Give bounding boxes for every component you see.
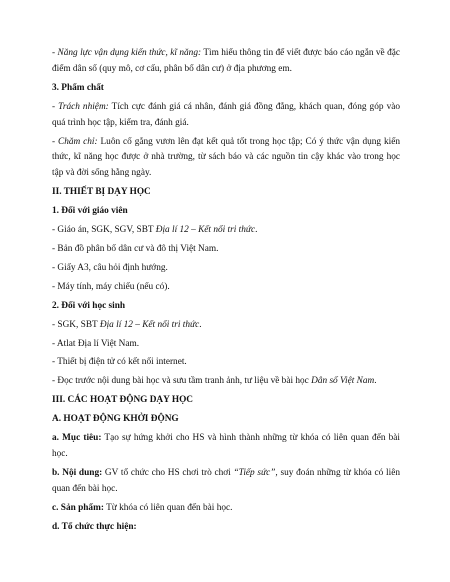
list-item-hs1	[52, 318, 400, 334]
heading-hoatdong: III. CÁC HOẠT ĐỘNG DẠY HỌC	[52, 395, 194, 406]
list-item-gv1	[52, 223, 400, 239]
heading-tochuc: d. Tổ chức thực hiện:	[52, 521, 137, 532]
paragraph-trachnhiem	[52, 100, 400, 132]
paragraph-lead: b. Nội dung:	[52, 467, 103, 478]
item-italic: Địa lí 12 – Kết nối tri thức	[99, 319, 200, 330]
list-item-gv4: - Máy tính, máy chiếu (nếu có).	[52, 281, 170, 292]
paragraph-text: Từ khóa có liên quan đến bài học.	[103, 502, 233, 513]
paragraph-noidung	[52, 466, 400, 498]
item-italic: Dân số Việt Nam	[311, 376, 375, 387]
item-text: - Giáo án, SGK, SGV, SBT	[52, 225, 156, 236]
paragraph-nangluc	[52, 46, 400, 78]
item-end: .	[199, 319, 202, 330]
paragraph-lead: - Trách nhiệm:	[52, 101, 109, 112]
item-end: .	[255, 225, 258, 236]
paragraph-text: Luôn cố gắng vươn lên đạt kết quả tốt trong học tập; Có ý thức vận dụng kiến thức, kĩ năng học được ở nhà trường, từ sách báo và các nguồn tin cậy khác vào trong học tập và đời sống hằng ngày.	[52, 136, 400, 179]
heading-khoidong: A. HOẠT ĐỘNG KHỞI ĐỘNG	[52, 414, 179, 425]
heading-phamchat: 3. Phẩm chất	[52, 82, 104, 93]
paragraph-sanpham	[52, 501, 400, 517]
paragraph-text: Tạo sự hứng khởi cho HS và hình thành những từ khóa có liên quan đến bài học.	[52, 433, 400, 459]
paragraph-lead: - Năng lực vận dụng kiến thức, kĩ năng:	[52, 48, 202, 58]
list-item-hs2: - Atlat Địa lí Việt Nam.	[52, 338, 140, 349]
heading-thietbi: II. THIẾT BỊ DẠY HỌC	[52, 187, 151, 198]
list-item-gv3: - Giấy A3, câu hỏi định hướng.	[52, 262, 168, 273]
heading-giaovien: 1. Đối với giáo viên	[52, 206, 128, 217]
list-item-hs3: - Thiết bị điện tử có kết nối internet.	[52, 357, 187, 368]
paragraph-lead: - Chăm chỉ:	[52, 136, 98, 147]
paragraph-lead: c. Sản phẩm:	[52, 502, 104, 513]
document-page	[52, 46, 400, 538]
item-text: - Đọc trước nội dung bài học và sưu tầm tranh ảnh, tư liệu về bài học	[52, 376, 312, 387]
paragraph-end: , suy đoán những từ khóa có liên quan đến bài học.	[52, 467, 400, 494]
paragraph-text: GV tổ chức cho HS chơi trò chơi	[102, 467, 234, 478]
list-item-gv2: - Bản đồ phân bố dân cư và đô thị Việt Nam.	[52, 243, 219, 254]
item-text: - SGK, SBT	[52, 319, 100, 330]
paragraph-text: Tích cực đánh giá cá nhân, đánh giá đồng đẳng, khách quan, đóng góp vào quá trình học tập, kiểm tra, đánh giá.	[52, 101, 400, 128]
list-item-hs4	[52, 374, 400, 390]
paragraph-text: Tìm hiểu thông tin để viết được báo cáo ngắn về đặc điểm dân số (quy mô, cơ cấu, phân bố dân cư) ở địa phương em.	[52, 48, 400, 74]
item-end: .	[374, 376, 377, 387]
item-italic: Địa lí 12 – Kết nối tri thức	[155, 225, 256, 236]
paragraph-italic: “Tiếp sức”	[233, 467, 276, 478]
heading-hocsinh: 2. Đối với học sinh	[52, 300, 126, 311]
paragraph-lead: a. Mục tiêu:	[52, 433, 102, 444]
paragraph-chamchi	[52, 135, 400, 183]
paragraph-muctieu	[52, 431, 400, 463]
